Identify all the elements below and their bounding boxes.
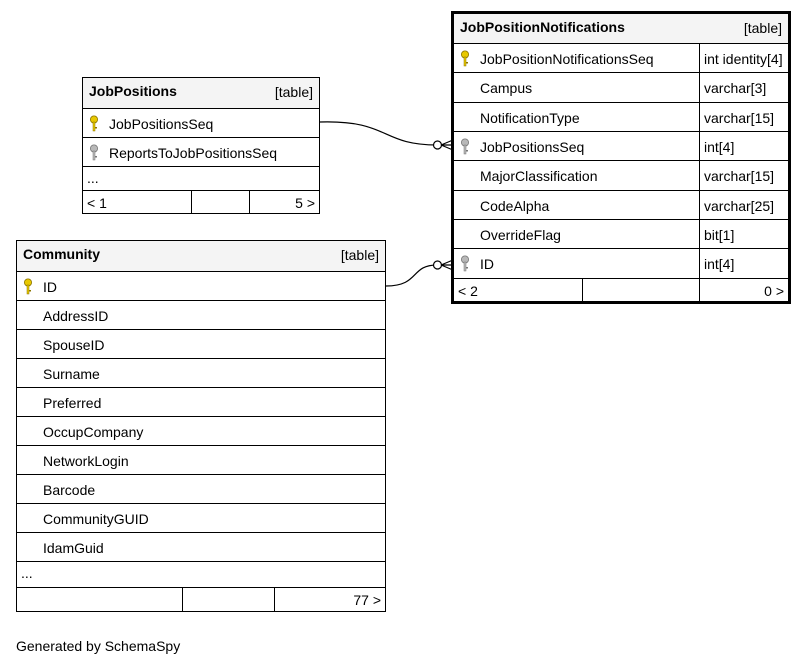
column-row[interactable] xyxy=(17,503,385,532)
parents-count[interactable]: < 1 xyxy=(87,195,107,211)
column-row[interactable] xyxy=(454,160,788,190)
table-header xyxy=(17,241,385,271)
column-row[interactable] xyxy=(17,532,385,561)
relation-optional-marker xyxy=(434,261,442,269)
column-row[interactable] xyxy=(83,137,319,166)
column-type: int[4] xyxy=(704,139,735,155)
column-name: OverrideFlag xyxy=(480,227,561,243)
children-count[interactable]: 5 > xyxy=(295,195,315,211)
column-row[interactable] xyxy=(454,219,788,248)
column-row[interactable] xyxy=(454,131,788,160)
column-type: varchar[25] xyxy=(704,198,775,214)
column-row[interactable] xyxy=(454,190,788,219)
table-type-label: [table] xyxy=(743,20,782,36)
table-name: JobPositionNotifications xyxy=(460,19,625,35)
column-name: MajorClassification xyxy=(480,168,598,184)
column-row[interactable] xyxy=(17,329,385,358)
column-type: bit[1] xyxy=(704,227,735,243)
column-name: CommunityGUID xyxy=(43,511,149,527)
column-row[interactable] xyxy=(17,300,385,329)
foreign-key-icon xyxy=(460,138,470,155)
column-row[interactable] xyxy=(17,387,385,416)
column-row[interactable] xyxy=(17,474,385,503)
column-type: int identity[4] xyxy=(704,51,783,67)
column-row[interactable] xyxy=(454,43,788,72)
table-nav-row xyxy=(454,278,788,301)
foreign-key-icon xyxy=(89,144,99,161)
column-row[interactable] xyxy=(454,102,788,131)
more-columns-row xyxy=(83,166,319,190)
relation-jobpositions-to-notifications xyxy=(320,122,437,145)
table-type-label: [table] xyxy=(274,84,313,100)
table-nav-row xyxy=(83,190,319,213)
children-count[interactable]: 77 > xyxy=(353,592,381,608)
table-nav-row xyxy=(17,587,385,611)
more-columns-indicator: ... xyxy=(87,170,99,186)
relation-community-to-notifications xyxy=(386,265,437,286)
column-name: Campus xyxy=(480,80,533,96)
column-row[interactable] xyxy=(17,416,385,445)
primary-key-icon xyxy=(23,278,33,295)
table-jobpositions[interactable] xyxy=(82,77,320,214)
table-jobpositionnotifications[interactable] xyxy=(451,11,791,304)
column-name: IdamGuid xyxy=(43,540,104,556)
column-type: int[4] xyxy=(704,256,735,272)
column-name: JobPositionsSeq xyxy=(109,116,214,132)
column-row[interactable] xyxy=(454,72,788,102)
column-name: AddressID xyxy=(43,308,109,324)
relation-optional-marker xyxy=(434,141,442,149)
column-name: ID xyxy=(43,279,57,295)
table-type-label: [table] xyxy=(340,247,379,263)
column-name: SpouseID xyxy=(43,337,105,353)
foreign-key-icon xyxy=(460,255,470,272)
table-name: JobPositions xyxy=(89,83,177,99)
column-type: varchar[15] xyxy=(704,168,775,184)
column-name: NetworkLogin xyxy=(43,453,129,469)
column-row[interactable] xyxy=(83,108,319,137)
generated-by-footer: Generated by SchemaSpy xyxy=(16,638,181,654)
primary-key-icon xyxy=(89,115,99,132)
table-community[interactable] xyxy=(16,240,386,612)
column-row[interactable] xyxy=(17,358,385,387)
column-name: Preferred xyxy=(43,395,102,411)
column-name: JobPositionsSeq xyxy=(480,139,585,155)
column-name: JobPositionNotificationsSeq xyxy=(480,51,654,67)
column-type: varchar[3] xyxy=(704,80,767,96)
more-columns-indicator: ... xyxy=(21,565,33,581)
table-name: Community xyxy=(23,246,100,262)
table-header xyxy=(83,78,319,108)
column-name: ReportsToJobPositionsSeq xyxy=(109,145,278,161)
column-row[interactable] xyxy=(17,445,385,474)
column-name: NotificationType xyxy=(480,110,580,126)
parents-count[interactable]: < 2 xyxy=(458,283,478,299)
column-name: OccupCompany xyxy=(43,424,144,440)
column-name: CodeAlpha xyxy=(480,198,550,214)
column-name: ID xyxy=(480,256,494,272)
table-header xyxy=(454,14,788,43)
more-columns-row xyxy=(17,561,385,587)
column-name: Surname xyxy=(43,366,100,382)
column-name: Barcode xyxy=(43,482,96,498)
column-row[interactable] xyxy=(454,248,788,278)
children-count[interactable]: 0 > xyxy=(764,283,784,299)
column-row[interactable] xyxy=(17,271,385,300)
column-type: varchar[15] xyxy=(704,110,775,126)
primary-key-icon xyxy=(460,50,470,67)
